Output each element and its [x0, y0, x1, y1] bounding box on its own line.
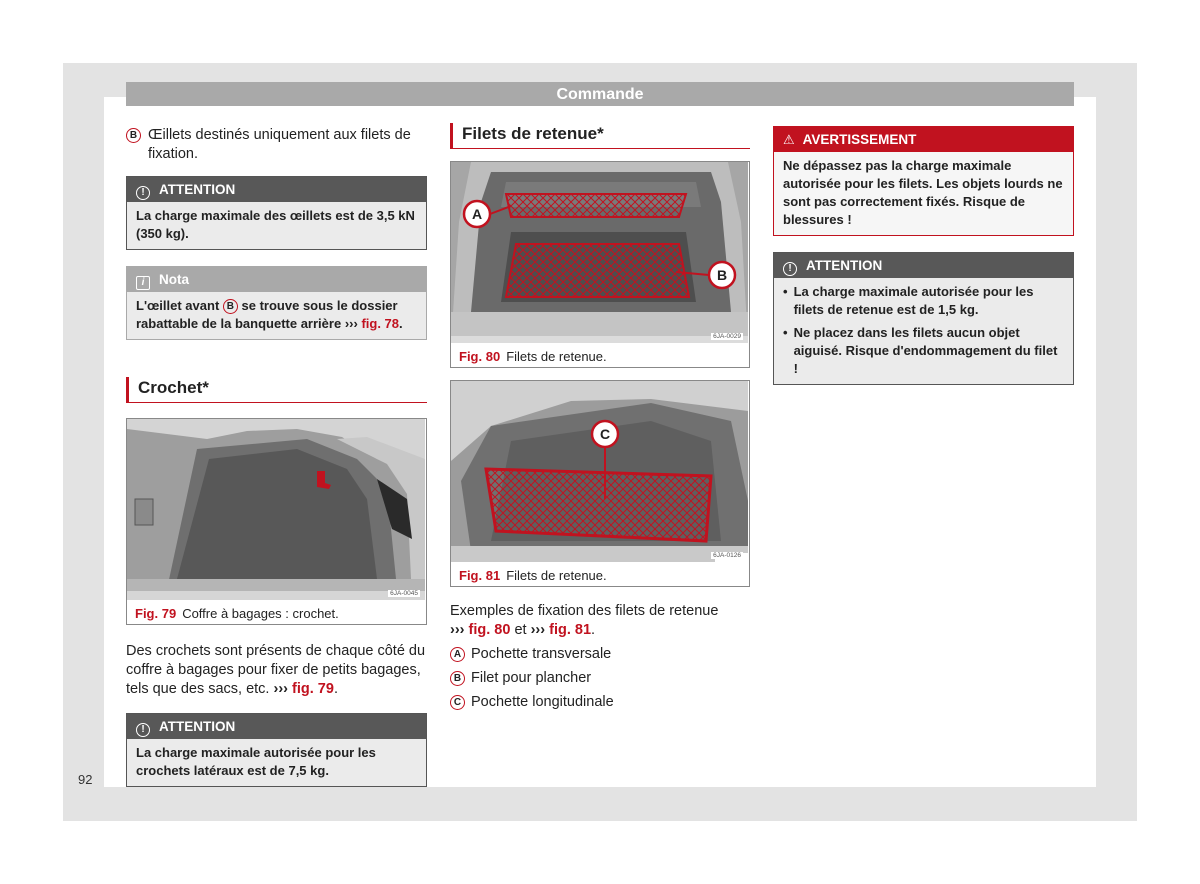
column-right: [773, 110, 1074, 385]
ref-arrow: ›››: [273, 681, 288, 697]
conjunction: et: [514, 622, 527, 638]
attention-bullets: [774, 278, 1073, 384]
list-item-text: Pochette transversale: [471, 646, 612, 662]
attention-box-crochets: [126, 713, 427, 787]
list-item: [450, 666, 750, 690]
warning-text: Ne dépassez pas la charge maximale autorisée pour les filets. Les objets lourds ne sont pas correctement fixés. Risque de blessures !: [774, 152, 1073, 235]
trunk-side-net-image: [451, 381, 749, 562]
trunk-hook-illustration: [127, 419, 425, 600]
punct: .: [333, 681, 338, 697]
callout-a-label: A: [471, 206, 483, 222]
attention-label: ATTENTION: [159, 182, 236, 197]
image-code: 6JA-0045: [390, 590, 418, 597]
warning-header: [774, 127, 1073, 152]
nota-box: [126, 266, 427, 340]
nota-text-after: se trouve sous le dossier rabattable de la banquette arrière: [136, 298, 398, 331]
fig-81-link[interactable]: fig. 81: [549, 622, 592, 638]
figure-number: Fig. 79: [135, 606, 177, 621]
trunk-hook-image: [127, 419, 426, 600]
trunk-side-net-illustration: [451, 381, 748, 562]
filets-section-title: Filets de retenue*: [450, 123, 750, 149]
caption-text: Filets de retenue.: [506, 568, 607, 583]
marker-b-circle: B: [223, 299, 238, 314]
warning-label: AVERTISSEMENT: [802, 132, 917, 147]
attention-text: La charge maximale autorisée pour les crochets latéraux est de 7,5 kg.: [127, 739, 426, 786]
warning-triangle-icon: ⚠: [783, 132, 795, 147]
figure-80-caption: [451, 343, 749, 367]
ref-arrow: ›››: [344, 316, 358, 331]
caption-text: Coffre à bagages : crochet.: [182, 606, 339, 621]
bullet-text: La charge maximale autorisée pour les filets de retenue est de 1,5 kg.: [793, 284, 1034, 317]
marker-a-circle: A: [450, 647, 465, 662]
exclamation-circle-icon: !: [783, 262, 797, 276]
figure-79: [126, 418, 427, 625]
attention-box-filets: [773, 252, 1074, 385]
attention-header: [774, 253, 1073, 278]
figure-79-caption: [127, 600, 426, 624]
figure-81-caption: [451, 562, 749, 586]
nota-label: Nota: [159, 272, 189, 287]
fig-79-link[interactable]: fig. 79: [292, 681, 334, 697]
list-item-text: Pochette longitudinale: [471, 694, 614, 710]
attention-text: La charge maximale des œillets est de 3,5 kN (350 kg).: [127, 202, 426, 249]
trunk-nets-image: [451, 162, 749, 343]
marker-b-circle: B: [126, 128, 141, 143]
image-code: 6JA-0029: [713, 333, 741, 340]
ref-arrow: ›››: [530, 622, 546, 638]
nota-text-before: L'œillet avant: [136, 298, 220, 313]
list-item: [450, 642, 750, 666]
section-header: Commande: [126, 82, 1074, 106]
figure-81: [450, 380, 750, 587]
item-b-paragraph: [126, 126, 427, 164]
attention-label: ATTENTION: [159, 719, 236, 734]
trunk-nets-illustration: [451, 162, 748, 343]
fig-78-link[interactable]: fig. 78: [361, 316, 400, 331]
attention-label: ATTENTION: [806, 258, 883, 273]
filets-intro: [450, 602, 750, 640]
bullet-item: [783, 283, 1064, 319]
nota-header: [127, 267, 426, 292]
ref-arrow: ›››: [450, 622, 465, 638]
caption-text: Filets de retenue.: [506, 349, 607, 364]
bullet-text: Ne placez dans les filets aucun objet aiguisé. Risque d'endommagement du filet !: [793, 325, 1058, 376]
attention-header: [127, 177, 426, 202]
exclamation-circle-icon: !: [136, 723, 150, 737]
image-code: 6JA-0126: [713, 552, 741, 559]
item-b-text: Œillets destinés uniquement aux filets de fixation.: [148, 127, 411, 162]
figure-80: [450, 161, 750, 368]
column-left: [126, 110, 427, 787]
crochet-section-title: Crochet*: [126, 377, 427, 403]
marker-c-circle: C: [450, 695, 465, 710]
column-middle: [450, 110, 750, 714]
bullet-dot: •: [783, 284, 788, 299]
attention-box-oeillets: [126, 176, 427, 250]
page-number: 92: [78, 772, 93, 787]
punct: .: [591, 622, 596, 638]
info-icon: i: [136, 276, 150, 290]
bullet-item: [783, 324, 1064, 378]
marker-b-circle: B: [450, 671, 465, 686]
warning-box: [773, 126, 1074, 236]
fig-80-link[interactable]: fig. 80: [468, 622, 511, 638]
nota-text: [127, 292, 426, 339]
crochet-paragraph: [126, 642, 427, 699]
attention-header: [127, 714, 426, 739]
callout-b-label: B: [716, 267, 728, 283]
figure-number: Fig. 81: [459, 568, 501, 583]
crochet-text: Des crochets sont présents de chaque côté du coffre à bagages pour fixer de petits bagages, tels que des sacs, etc.: [126, 643, 426, 697]
list-item-text: Filet pour plancher: [471, 670, 592, 686]
net-types-list: [450, 642, 750, 714]
punct: .: [399, 316, 403, 331]
list-item: [450, 690, 750, 714]
intro-text: Exemples de fixation des filets de retenue: [450, 603, 719, 619]
bullet-dot: •: [783, 325, 788, 340]
figure-number: Fig. 80: [459, 349, 501, 364]
exclamation-circle-icon: !: [136, 186, 150, 200]
callout-c-label: C: [599, 426, 611, 442]
